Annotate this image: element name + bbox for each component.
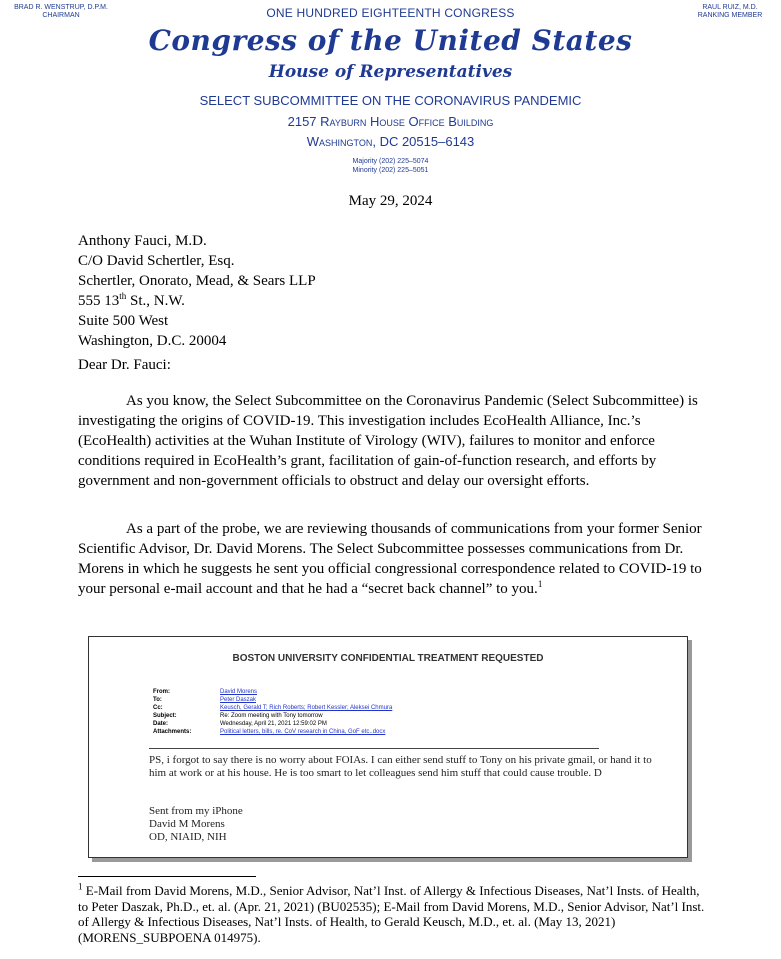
letter-date: May 29, 2024 (348, 193, 433, 209)
email-divider (149, 748, 599, 749)
house-title: House of Representatives (268, 62, 513, 82)
recipient-street: 555 13th St., N.W. (78, 291, 185, 309)
footnote: $^1$ E-Mail from David Morens, M.D., Senior Advisor, Nat’l Inst. of Allergy & Infectious Diseases, Nat’l Insts. of Health, to Peter Daszak, Ph.D., et. al. (Apr. 21, 2021) (BU02535); E-Mail from David Morens, M.D., Senior Advisor, Nat’l Inst. of Allergy & Infectious Diseases, Nat’l Insts. of Health, to Gerald Keusch, M.D., et. al. (May 13, 2021) (MORENS_SUBPOENA 014975). (78, 881, 705, 945)
recipient-name: Anthony Fauci, M.D. (78, 233, 207, 249)
congress-number: ONE HUNDRED EIGHTEENTH CONGRESS (266, 6, 515, 20)
subcommittee-name: SELECT SUBCOMMITTEE ON THE CORONAVIRUS PANDEMIC (199, 93, 582, 108)
salutation: Dear Dr. Fauci: (78, 357, 171, 373)
footnote-number: 1 (78, 881, 83, 892)
recipient-address (78, 231, 316, 351)
ranking-member-name: RAUL RUIZ, M.D. (702, 4, 758, 11)
congress-title: Congress of the United States (148, 24, 633, 57)
footnote-ref: 1 (537, 579, 543, 589)
recipient-suite: Suite 500 West (78, 313, 169, 329)
recipient-city: Washington, D.C. 20004 (78, 333, 227, 349)
paragraph-2: As a part of the probe, we are reviewing thousands of communications from your former Senior Scientific Advisor, Dr. David Morens. The Select Subcommittee possesses communications from Dr. Morens in which he suggests he sent you official congressional correspondence related to COVID-19 to your personal e-mail account and that he had a “secret back channel” to you.$^1$ (78, 521, 702, 597)
office-address: 2157 Rayburn House Office Building (287, 114, 494, 129)
email-signature: Sent from my iPhone David M Morens OD, NIAID, NIH (149, 805, 243, 843)
email-confidential-header: BOSTON UNIVERSITY CONFIDENTIAL TREATMENT REQUESTED (232, 653, 544, 664)
ranking-member-title: RANKING MEMBER (697, 12, 763, 19)
recipient-firm: Schertler, Onorato, Mead, & Sears LLP (78, 273, 316, 289)
phone-majority: Majority (202) 225–5074 (352, 158, 429, 165)
chairman-name: BRAD R. WENSTRUP, D.P.M. (14, 4, 108, 11)
paragraph-1: As you know, the Select Subcommittee on the Coronavirus Pandemic (Select Subcommittee) is investigating the origins of COVID-19. This investigation includes EcoHealth Alliance, Inc.’s (EcoHealth) activities at the Wuhan Institute of Virology (WIV), failures to monitor and enforce conditions required in EcoHealth’s grant, facilitation of gain-of-function research, and efforts by government and non-government officials to obstruct and delay our oversight efforts. (78, 393, 698, 489)
phone-minority: Minority (202) 225–5051 (352, 167, 429, 174)
email-body: PS, i forgot to say there is no worry about FOIAs. I can either send stuff to Tony on his private gmail, or hand it to him at work or at his house. He is too smart to let colleagues send him stuff that could cause trouble. D (149, 754, 652, 779)
office-city: Washington, DC 20515–6143 (306, 134, 475, 149)
footnote-divider (78, 876, 256, 877)
chairman-title: CHAIRMAN (42, 12, 80, 19)
recipient-care-of: C/O David Schertler, Esq. (78, 253, 235, 269)
email-excerpt: BOSTON UNIVERSITY CONFIDENTIAL TREATMENT REQUESTED From: David Morens To: Peter Daszak Cc: Keusch, Gerald T; Rich Roberts; Robert Kessler; Aleksei Chmura Subject: Re: Zoom meeting with Tony tomorrow Date: Wednesday, April 21, 2021 12:59:02 PM Attachments: Political letters, bills, re. CoV research in China, GoF etc..docx PS, i forgot to say there is no worry about FOIAs. I can either send stuff to Tony on his private gmail, or hand it to him at work or at his house. He is too smart to let colleagues send him stuff that could cause trouble. D Sent from my iPhone David M Morens OD, NIAID, NIH (88, 636, 688, 858)
